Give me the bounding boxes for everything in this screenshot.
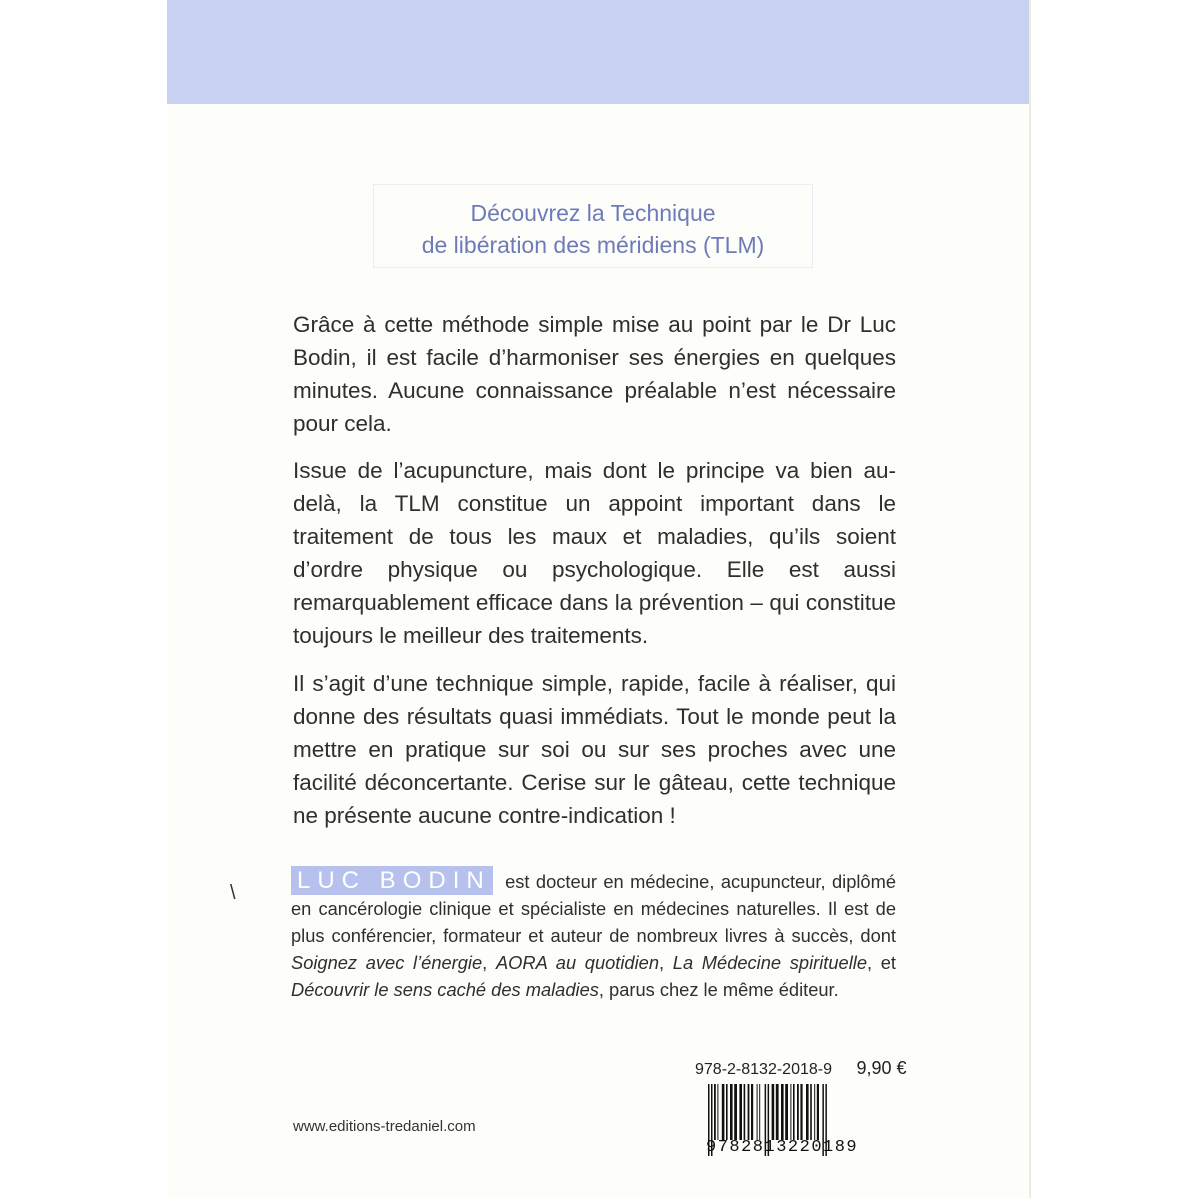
barcode-bar <box>751 1084 753 1140</box>
barcode-bar <box>739 1084 742 1140</box>
heading-line-1: Découvrez la Technique <box>470 200 716 226</box>
author-bio <box>291 866 896 1003</box>
barcode-bar <box>817 1084 819 1140</box>
barcode-bar <box>793 1084 795 1140</box>
book-title-4: Découvrir le sens caché des maladies <box>291 979 599 1000</box>
barcode-bar <box>800 1084 802 1140</box>
publisher-website: www.editions-tredaniel.com <box>293 1118 476 1135</box>
bio-sep-2: , <box>659 952 673 973</box>
barcode-bar <box>748 1084 750 1140</box>
barcode-bar <box>714 1084 716 1140</box>
paragraph-1: Grâce à cette méthode simple mise au point par le Dr Luc Bodin, il est facile d’harmoniser ses énergies en quelques minutes. Aucune connaissance préalable n’est nécessaire pour cela. <box>293 312 896 436</box>
barcode-bar <box>757 1084 758 1140</box>
barcode-bar <box>726 1084 728 1140</box>
top-color-band <box>167 0 1029 104</box>
barcode-bar <box>776 1084 779 1140</box>
barcode-bar <box>810 1084 812 1140</box>
barcode-bar <box>797 1084 799 1140</box>
heading-line-2: de libération des méridiens (TLM) <box>421 232 765 258</box>
barcode-bar <box>806 1084 809 1140</box>
bio-sep-1: , <box>482 952 496 973</box>
bio-text-1: est docteur en médecine, acupuncteur, diplômé en cancérologie clinique et spécialiste en médecines naturelles. Il est de plus conférencier, formateur et auteur de nombreux livres à succès, dont <box>291 871 896 946</box>
paragraph-2: Issue de l’acupuncture, mais dont le principe va bien au-delà, la TLM constitue un appoint important dans le traitement de tous les maux et maladies, qu’ils soient d’ordre physique ou psychologique. Elle est aussi remarquablement efficace dans la prévention – qui constitue toujours le meilleur des traitements. <box>293 458 896 648</box>
cover-heading <box>373 197 813 261</box>
barcode-digits: 9782813220189 <box>706 1138 859 1157</box>
book-title-1: Soignez avec l’énergie <box>291 952 483 973</box>
price: 9,90 € <box>856 1058 907 1078</box>
barcode-bar <box>730 1084 733 1140</box>
bio-text-2: , parus chez le même éditeur. <box>598 979 839 1000</box>
barcode-bar <box>785 1084 788 1140</box>
bio-sep-3: , et <box>866 952 896 973</box>
barcode-bar <box>772 1084 775 1140</box>
barcode-bar <box>814 1084 815 1140</box>
barcode-bar <box>781 1084 784 1140</box>
author-name-tag: LUC BODIN <box>291 866 493 895</box>
barcode-bar <box>790 1084 791 1140</box>
paragraph-3: Il s’agit d’une technique simple, rapide, facile à réaliser, qui donne des résultats quasi immédiats. Tout le monde peut la mettre en pratique sur soi ou sur ses proches avec une facilité déconcertante. Cerise sur le gâteau, cette technique ne présente aucune contre-indication ! <box>293 671 896 828</box>
book-title-3: La Médecine spirituelle <box>672 952 867 973</box>
barcode-bar <box>722 1084 725 1140</box>
margin-mark: \ <box>230 882 236 904</box>
barcode-bar <box>717 1084 718 1140</box>
barcode-bar <box>744 1084 746 1140</box>
barcode-bar <box>759 1084 760 1140</box>
isbn-number: 978-2-8132-2018-9 <box>695 1061 832 1078</box>
book-title-2: AORA au quotidien <box>495 952 659 973</box>
barcode-bar <box>734 1084 737 1140</box>
isbn-price-line <box>695 1058 907 1079</box>
